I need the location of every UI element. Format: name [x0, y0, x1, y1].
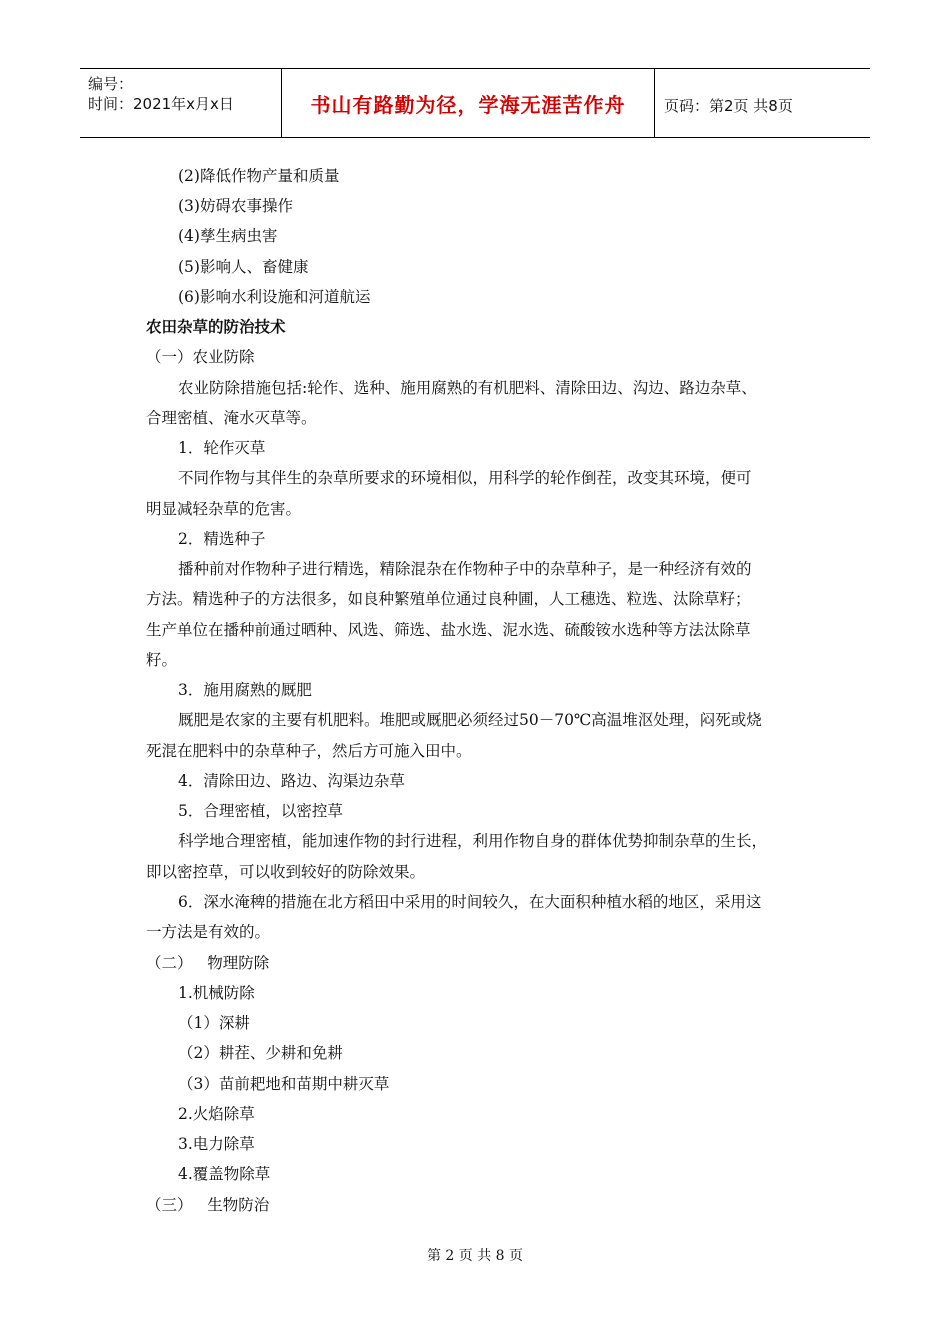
header-right-cell	[654, 69, 870, 137]
item-heading: 4．清除田边、路边、沟渠边杂草	[178, 772, 405, 790]
doc-time-label: 时间：2021年x月x日	[88, 95, 234, 113]
list-item: (2)降低作物产量和质量	[178, 167, 340, 185]
header-table	[80, 68, 870, 138]
list-item: (3)妨碍农事操作	[178, 197, 293, 215]
list-item: （2）耕茬、少耕和免耕	[178, 1044, 343, 1062]
list-item: (5)影响人、畜健康	[178, 258, 309, 276]
header-middle-cell	[281, 69, 655, 137]
paragraph-line: 不同作物与其伴生的杂草所要求的环境相似，用科学的轮作倒茬，改变其环境，便可	[178, 469, 752, 487]
paragraph-line: 播种前对作物种子进行精选，精除混杂在作物种子中的杂草种子，是一种经济有效的	[178, 560, 752, 578]
item-heading: 2.火焰除草	[178, 1105, 255, 1123]
paragraph-line: 合理密植、淹水灭草等。	[146, 409, 317, 427]
paragraph-line: 方法。精选种子的方法很多，如良种繁殖单位通过良种圃，人工穗选、粒选、汰除草籽；	[146, 590, 751, 608]
paragraph-line: 明显减轻杂草的危害。	[146, 500, 302, 518]
list-item: （3）苗前耙地和苗期中耕灭草	[178, 1075, 390, 1093]
header-page-label: 页码：第2页 共8页	[664, 97, 793, 115]
list-item: (6)影响水利设施和河道航运	[178, 288, 371, 306]
list-item: (4)孳生病虫害	[178, 227, 278, 245]
paragraph-line: 籽。	[146, 651, 178, 669]
header-left-cell	[80, 69, 281, 137]
page-footer: 第 2 页 共 8 页	[426, 1248, 524, 1264]
list-item: （1）深耕	[178, 1014, 250, 1032]
paragraph-line: 一方法是有效的。	[146, 923, 271, 941]
item-heading: 3．施用腐熟的厩肥	[178, 681, 312, 699]
item-heading: 3.电力除草	[178, 1135, 255, 1153]
item-heading: 4.覆盖物除草	[178, 1165, 271, 1183]
paragraph-line: 科学地合理密植，能加速作物的封行进程，利用作物自身的群体优势抑制杂草的生长，	[178, 832, 768, 850]
paragraph-line: 即以密控草，可以收到较好的防除效果。	[146, 863, 426, 881]
subsection-heading: （一）农业防除	[146, 348, 255, 366]
doc-number-label: 编号：	[88, 75, 134, 93]
item-heading: 1．轮作灭草	[178, 439, 266, 457]
paragraph-line: 死混在肥料中的杂草种子，然后方可施入田中。	[146, 742, 472, 760]
subsection-heading: （三） 生物防治	[146, 1196, 270, 1214]
item-heading: 1.机械防除	[178, 984, 255, 1002]
paragraph-line: 厩肥是农家的主要有机肥料。堆肥或厩肥必须经过50－70℃高温堆沤处理，闷死或烧	[178, 711, 762, 729]
item-heading: 2．精选种子	[178, 530, 266, 548]
paragraph-line: 6．深水淹稗的措施在北方稻田中采用的时间较久，在大面积种植水稻的地区，采用这	[178, 893, 762, 911]
section-heading: 农田杂草的防治技术	[146, 318, 286, 336]
paragraph-line: 生产单位在播种前通过晒种、风选、筛选、盐水选、泥水选、硫酸铵水选种等方法汰除草	[146, 621, 751, 639]
paragraph-line: 农业防除措施包括:轮作、选种、施用腐熟的有机肥料、清除田边、沟边、路边杂草、	[178, 379, 757, 397]
subsection-heading: （二） 物理防除	[146, 954, 270, 972]
item-heading: 5．合理密植，以密控草	[178, 802, 343, 820]
header-motto: 书山有路勤为径，学海无涯苦作舟	[310, 93, 626, 117]
